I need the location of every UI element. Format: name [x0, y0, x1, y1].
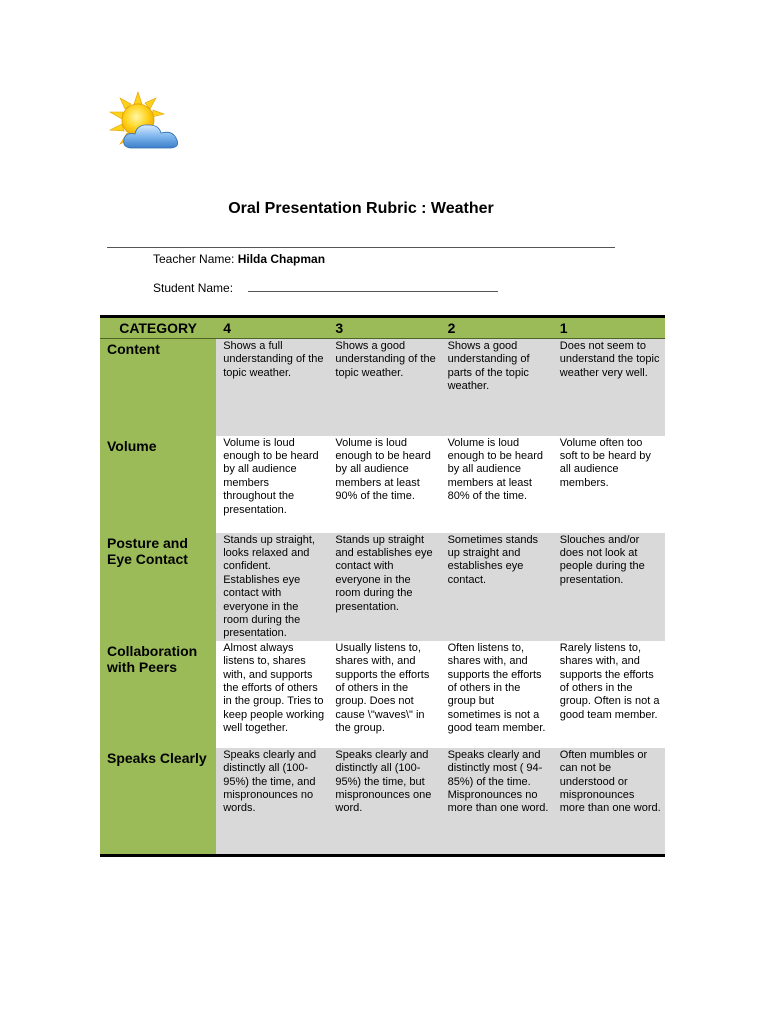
header-category: CATEGORY [100, 317, 216, 339]
score-3-cell: Speaks clearly and distinctly all (100-95%) the time, but mispronounces one word. [328, 748, 440, 856]
score-1-cell: Slouches and/or does not look at people during the presentation. [553, 533, 665, 641]
rubric-row-volume [100, 436, 665, 533]
document-title: Oral Presentation Rubric : Weather [228, 200, 494, 217]
student-name-blank [248, 280, 498, 292]
header-score-4: 4 [216, 317, 328, 339]
score-3-cell: Usually listens to, shares with, and supports the efforts of others in the group. Does not cause \"waves\" in the group. [328, 641, 440, 748]
title-divider [107, 247, 615, 248]
score-4-cell: Volume is loud enough to be heard by all audience members throughout the presentation. [216, 436, 328, 533]
score-2-cell: Volume is loud enough to be heard by all audience members at least 80% of the time. [441, 436, 553, 533]
header-score-2: 2 [441, 317, 553, 339]
header-score-1: 1 [553, 317, 665, 339]
score-3-cell: Shows a good understanding of the topic weather. [328, 339, 440, 436]
score-2-cell: Speaks clearly and distinctly most ( 94-85%) of the time. Mispronounces no more than one word. [441, 748, 553, 856]
category-cell: Collaboration with Peers [100, 641, 216, 748]
category-cell: Volume [100, 436, 216, 533]
rubric-row-posture-eye-contact [100, 533, 665, 641]
score-4-cell: Stands up straight, looks relaxed and confident. Establishes eye contact with everyone in the room during the presentation. [216, 533, 328, 641]
score-1-cell: Volume often too soft to be heard by all audience members. [553, 436, 665, 533]
score-3-cell: Volume is loud enough to be heard by all audience members at least 90% of the time. [328, 436, 440, 533]
score-2-cell: Sometimes stands up straight and establishes eye contact. [441, 533, 553, 641]
rubric-row-speaks-clearly [100, 748, 665, 856]
student-name-label: Student Name: [153, 281, 234, 295]
score-1-cell: Often mumbles or can not be understood or mispronounces more than one word. [553, 748, 665, 856]
category-cell: Posture and Eye Contact [100, 533, 216, 641]
score-1-cell: Does not seem to understand the topic weather very well. [553, 339, 665, 436]
score-4-cell: Shows a full understanding of the topic weather. [216, 339, 328, 436]
rubric-row-content [100, 339, 665, 436]
category-cell: Speaks Clearly [100, 748, 216, 856]
score-4-cell: Speaks clearly and distinctly all (100-95%) the time, and mispronounces no words. [216, 748, 328, 856]
rubric-table [100, 315, 665, 857]
score-4-cell: Almost always listens to, shares with, and supports the efforts of others in the group. Tries to keep people working well together. [216, 641, 328, 748]
sun-behind-cloud-icon [104, 90, 184, 152]
teacher-name-line [153, 252, 325, 266]
score-2-cell: Often listens to, shares with, and supports the efforts of others in the group but sometimes is not a good team member. [441, 641, 553, 748]
score-3-cell: Stands up straight and establishes eye contact with everyone in the room during the presentation. [328, 533, 440, 641]
teacher-name-label: Teacher Name: [153, 252, 235, 266]
rubric-row-collaboration [100, 641, 665, 748]
header-score-3: 3 [328, 317, 440, 339]
category-cell: Content [100, 339, 216, 436]
student-name-line [153, 280, 498, 295]
score-1-cell: Rarely listens to, shares with, and supports the efforts of others in the group. Often is not a good team member. [553, 641, 665, 748]
teacher-name-value: Hilda Chapman [237, 252, 326, 266]
rubric-header-row [100, 317, 665, 339]
score-2-cell: Shows a good understanding of parts of the topic weather. [441, 339, 553, 436]
